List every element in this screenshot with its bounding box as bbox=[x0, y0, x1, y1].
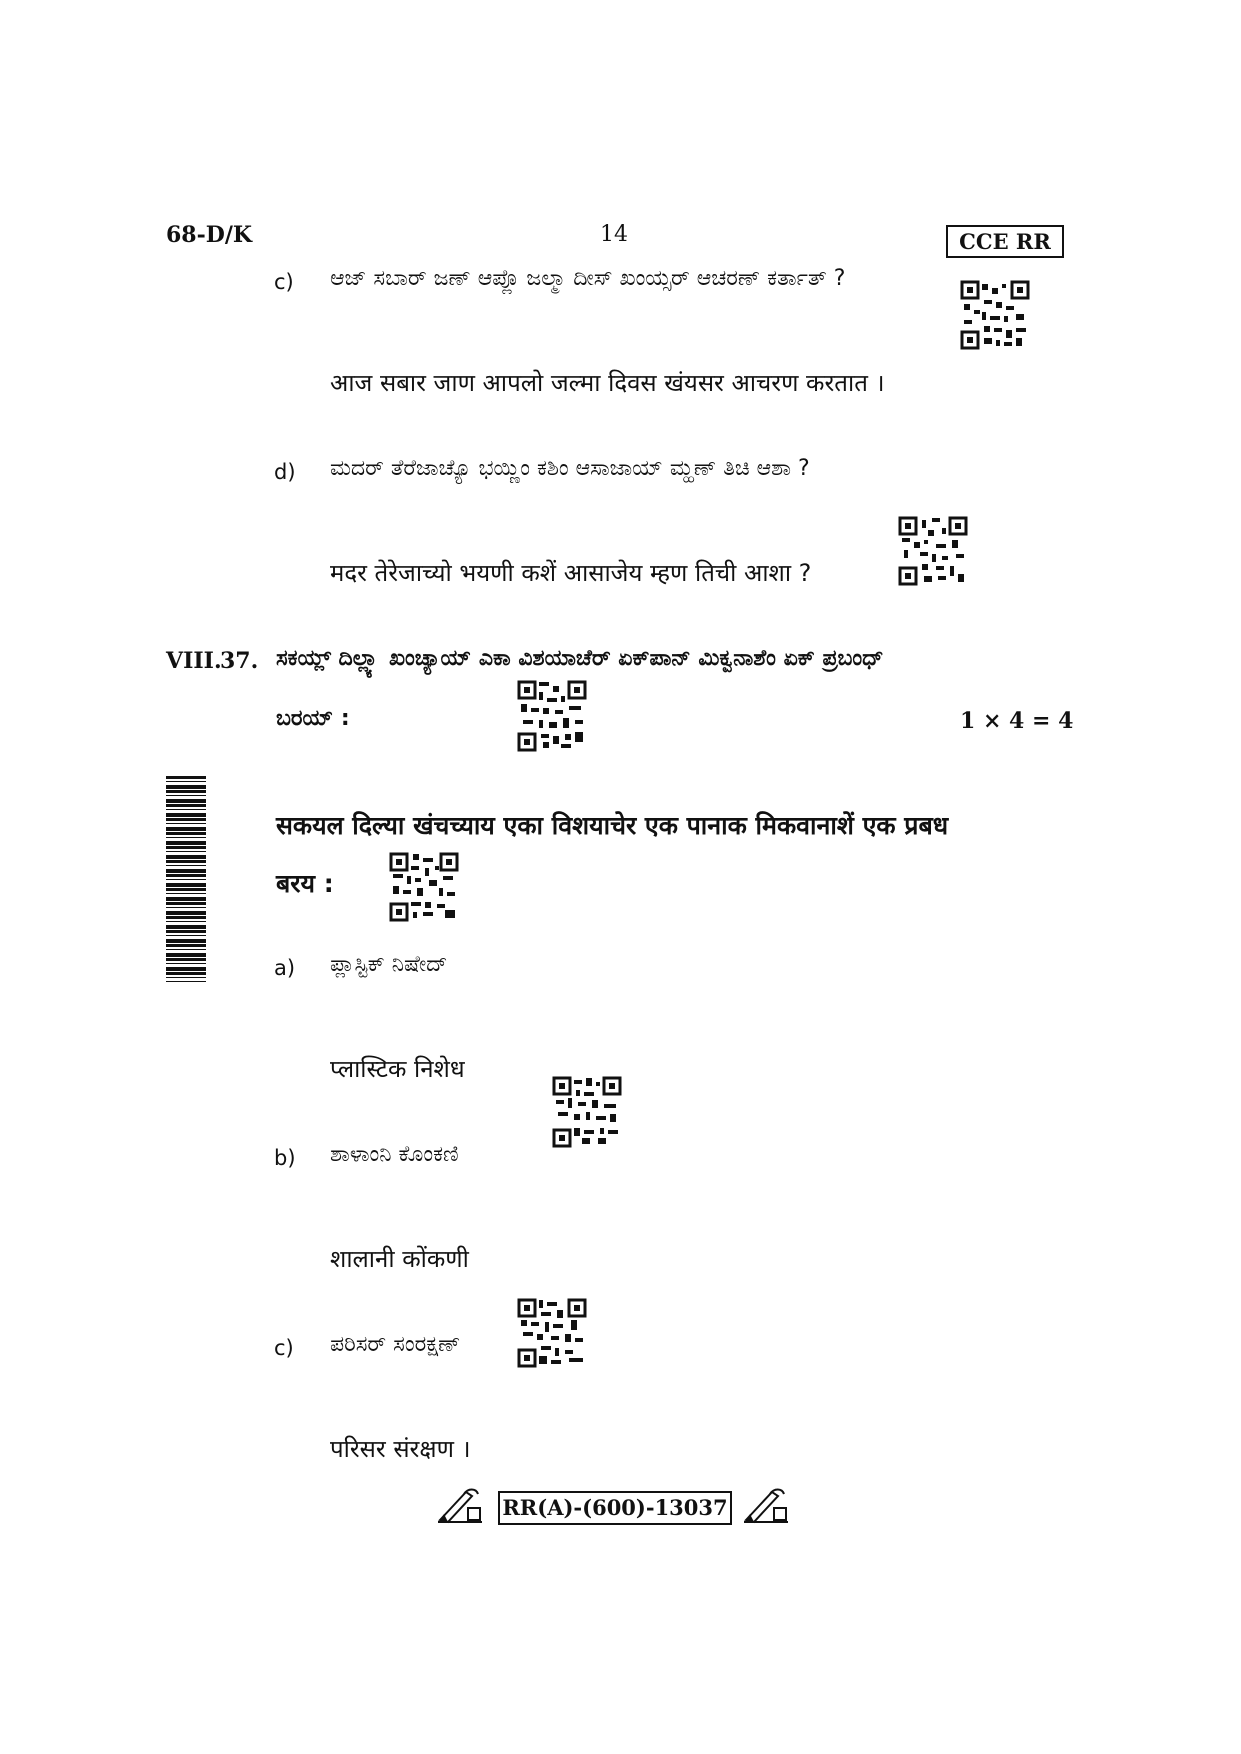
paper-code: 68-D/K bbox=[166, 222, 252, 248]
option-b-kannada: ಶಾಳಾಂನಿ ಕೊಂಕಣಿ bbox=[330, 1142, 459, 1167]
question-number: 37. bbox=[220, 648, 259, 674]
question-devanagari-line1: सकयल दिल्या खंचच्याय एका विशयाचेर एक पानाक मिकवानाशें एक प्रबध bbox=[276, 811, 949, 840]
option-b-devanagari: शालानी कोंकणी bbox=[330, 1245, 469, 1273]
question-kannada-line2: ಬರಯ್ : bbox=[276, 706, 350, 731]
option-a-kannada: ಪ್ಲಾಸ್ಟಿಕ್ ನಿಷೇದ್ bbox=[330, 952, 448, 977]
qr-code-icon bbox=[552, 1076, 622, 1148]
item-label-c: c) bbox=[274, 270, 294, 294]
item-label-d: d) bbox=[274, 460, 296, 484]
marks-allocation: 1 × 4 = 4 bbox=[960, 708, 1074, 734]
option-a-devanagari: प्लास्टिक निशेध bbox=[330, 1055, 465, 1083]
item-c-kannada: ಆಜ್ ಸಬಾರ್ ಜಣ್ ಆಪ್ಲೊ ಜಲ್ಮಾ ದೀಸ್ ಖಂಯ್ಸರ್ ಆಚರಣ್ ಕರ್ತಾತ್ ? bbox=[330, 266, 846, 291]
option-label-a: a) bbox=[274, 956, 296, 980]
footer-code: RR(A)-(600)-13037 bbox=[498, 1491, 732, 1525]
item-d-devanagari: मदर तेरेजाच्यो भयणी कशें आसाजेय म्हण तिची आशा ? bbox=[330, 559, 812, 587]
cce-badge: CCE RR bbox=[946, 225, 1064, 258]
option-label-b: b) bbox=[274, 1146, 296, 1170]
pen-writing-icon bbox=[742, 1486, 790, 1524]
qr-code-icon bbox=[960, 280, 1030, 350]
question-devanagari-line2: बरय : bbox=[276, 869, 334, 898]
item-d-kannada: ಮದರ್ ತೆರೆಜಾಚ್ಯೊ ಭಯ್ಣಿಂ ಕಶಿಂ ಆಸಾಜಾಯ್ ಮ್ಹಣ್ ತಿಚಿ ಆಶಾ ? bbox=[330, 456, 810, 481]
option-c-devanagari: परिसर संरक्षण । bbox=[330, 1435, 471, 1463]
pen-writing-icon bbox=[436, 1486, 484, 1524]
barcode bbox=[166, 776, 206, 982]
page-number: 14 bbox=[600, 222, 628, 247]
qr-code-icon bbox=[517, 680, 587, 752]
qr-code-icon bbox=[517, 1298, 587, 1368]
question-kannada-line1: ಸಕಯ್ಲ್ ದಿಲ್ಲ್ಯಾ ಖಂಚ್ಯಾಯ್ ಎಕಾ ವಿಶಯಾಚೆರ್ ಏಕ್‌ಪಾನ್ ಮಿಕ್ವನಾಶೆಂ ಏಕ್ ಪ್ರಬಂಧ್ bbox=[276, 646, 884, 671]
item-c-devanagari: आज सबार जाण आपलो जल्मा दिवस खंयसर आचरण करतात । bbox=[330, 369, 885, 397]
qr-code-icon bbox=[389, 852, 459, 922]
option-label-c: c) bbox=[274, 1336, 294, 1360]
qr-code-icon bbox=[898, 516, 968, 586]
option-c-kannada: ಪರಿಸರ್ ಸಂರಕ್ಷಣ್ bbox=[330, 1332, 461, 1357]
section-number: VIII. bbox=[166, 648, 222, 674]
